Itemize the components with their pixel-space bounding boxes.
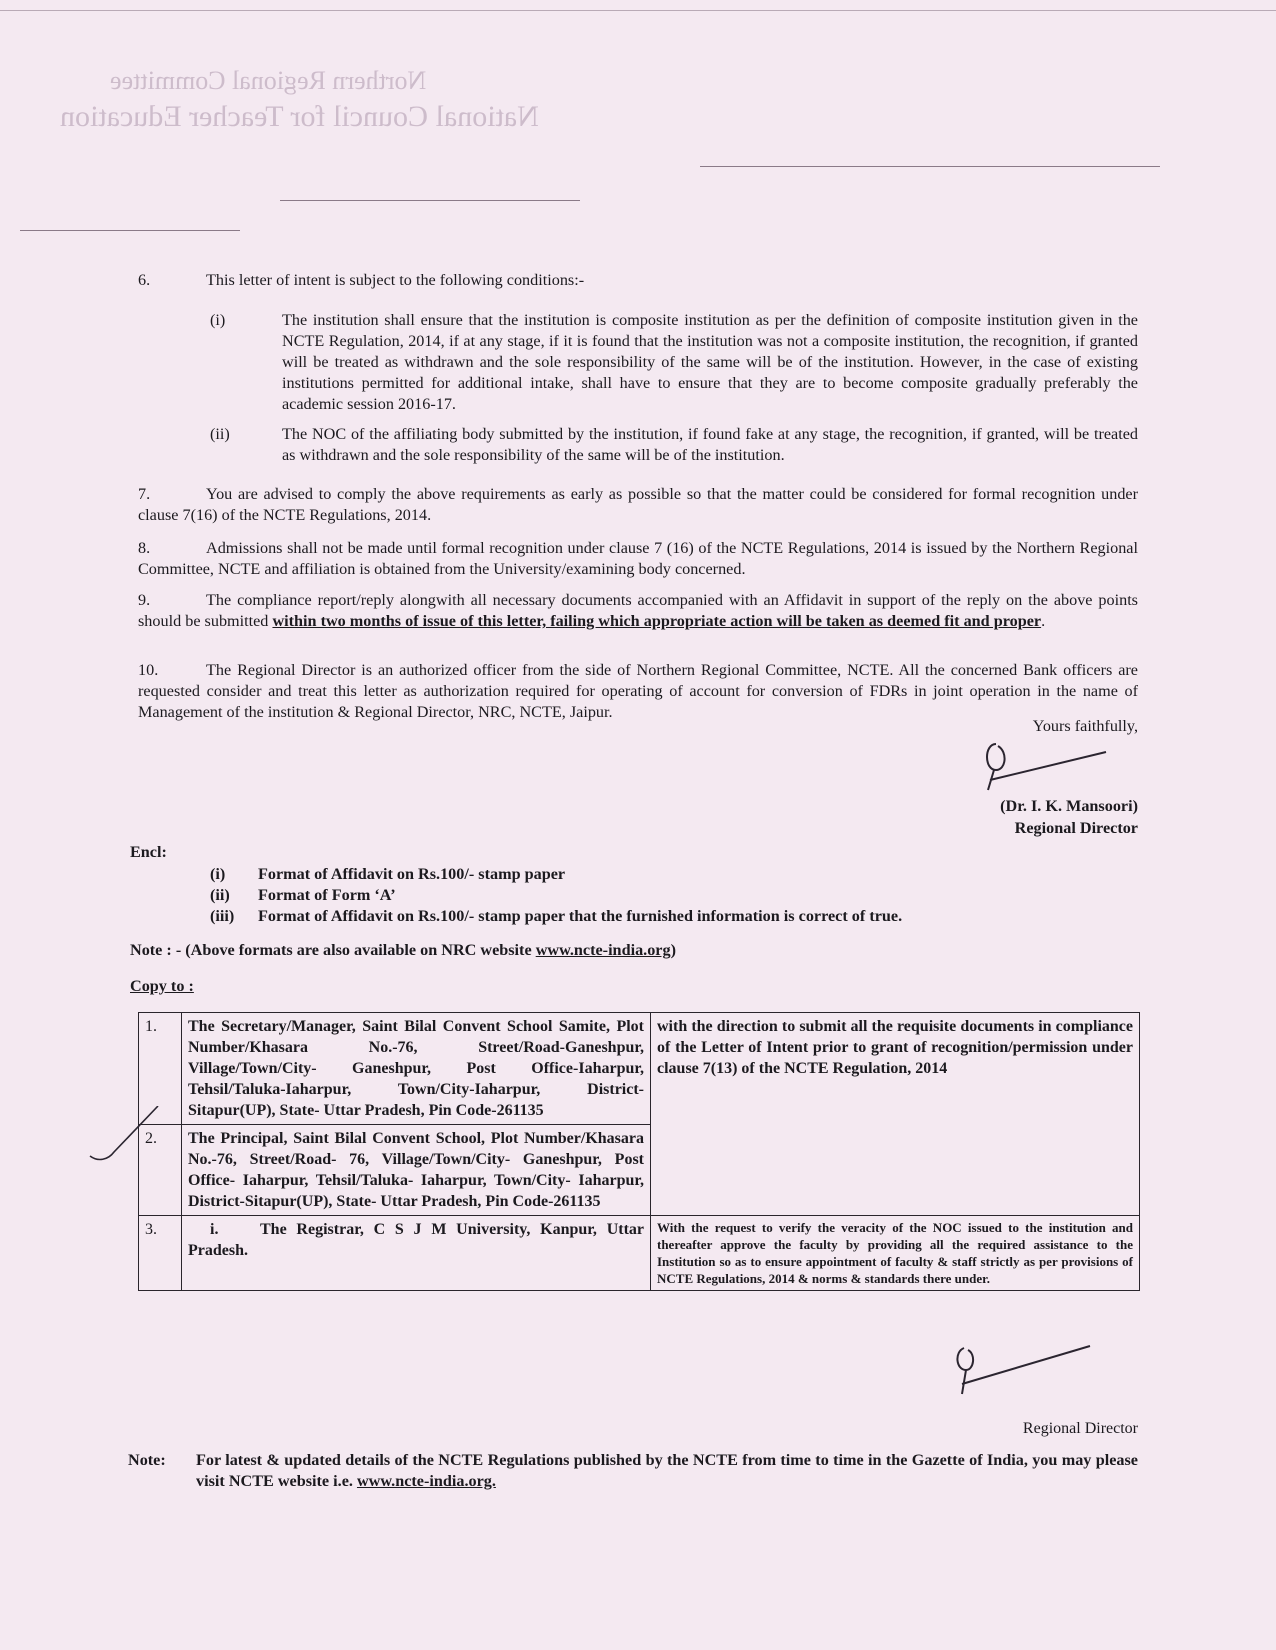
copy-to-label xyxy=(130,976,1130,997)
addressee-text: The Registrar, C S J M University, Kanpur, Uttar Pradesh. xyxy=(188,1221,644,1259)
note-body xyxy=(196,1450,1138,1492)
table-row xyxy=(139,1216,1140,1291)
enclosures-label: Encl: xyxy=(130,843,167,861)
paragraph-number: 10. xyxy=(138,661,159,679)
row-number: 1. xyxy=(139,1013,182,1125)
signatory-name: (Dr. I. K. Mansoori) xyxy=(1000,797,1138,815)
yours-faithfully: Yours faithfully, xyxy=(1032,717,1138,735)
paragraph-number: 8. xyxy=(138,539,151,557)
copy-to-text: Copy to : xyxy=(130,977,194,995)
enclosure-number: (iii) xyxy=(210,907,235,925)
condition-text: The NOC of the affiliating body submitted by the institution, if found fake at any stage, the recognition, if granted, will be treated as withdrawn and the sole responsibility of the same will be of the institution. xyxy=(282,425,1138,464)
enclosure-text: Format of Form ‘A’ xyxy=(258,886,396,904)
sub-number: i. xyxy=(210,1221,219,1238)
row-number: 3. xyxy=(139,1216,182,1291)
note-regulations xyxy=(128,1450,1138,1492)
paragraph-end: . xyxy=(1041,612,1046,630)
direction-cell: With the request to verify the veracity of the NOC issued to the institution and thereafter approve the faculty by providing all the required assistance to the Institution so as to ensure appointment of faculty & staff strictly as per provisions of NCTE Regulations, 2014 & norms & standards there under. xyxy=(651,1216,1140,1291)
enclosure-text: Format of Affidavit on Rs.100/- stamp paper xyxy=(258,865,566,883)
note-text: Note : - (Above formats are also available on NRC website xyxy=(130,941,536,959)
copy-to-table xyxy=(138,1012,1140,1291)
tick-mark xyxy=(88,1106,168,1186)
paragraph-text: You are advised to comply the above requirements as early as possible so that the matter could be considered for formal recognition under clause 7(16) of the NCTE Regulations, 2014. xyxy=(138,485,1138,524)
condition-number: (i) xyxy=(210,311,226,329)
paragraph-text: The Regional Director is an authorized officer from the side of Northern Regional Committee, NCTE. All the concerned Bank officers are requested consider and treat this letter as authorization required for operating of account for conversion of FDRs in joint operation in the name of Management of the institution & Regional Director, NRC, NCTE, Jaipur. xyxy=(138,661,1138,721)
faint-letterhead xyxy=(0,0,1276,230)
condition-ii xyxy=(210,424,1138,466)
addressee-cell: The Principal, Saint Bilal Convent School, Plot Number/Khasara No.-76, Street/Road- 76, Village/Town/City- Ganeshpur, Post Office- Iaharpur, Tehsil/Taluka- Iaharpur, Town/City- Iaharpur, District-Sitapur(UP), State- Uttar Pradesh, Pin Code-261135 xyxy=(182,1125,651,1216)
paragraph-text: Admissions shall not be made until formal recognition under clause 7 (16) of the NCTE Regulations, 2014 is issued by the Northern Regional Committee, NCTE and affiliation is obtained from the University/examining body concerned. xyxy=(138,539,1138,578)
direction-cell: with the direction to submit all the requisite documents in compliance of the Letter of Intent prior to grant of recognition/permission under clause 7(13) of the NCTE Regulation, 2014 xyxy=(651,1013,1140,1216)
signatory-designation: Regional Director xyxy=(1014,819,1138,837)
paragraph-9 xyxy=(138,590,1138,632)
paragraph-6 xyxy=(138,270,1138,291)
regional-director-label: Regional Director xyxy=(1022,1420,1138,1437)
addressee-cell xyxy=(182,1216,651,1291)
paragraph-text: This letter of intent is subject to the following conditions:- xyxy=(206,271,585,289)
paragraph-number: 7. xyxy=(138,485,151,503)
note-text: For latest & updated details of the NCTE Regulations published by the NCTE from time to time in the Gazette of India, you may please visit NCTE website i.e. xyxy=(196,1451,1138,1490)
paragraph-text: The compliance report/reply alongwith all necessary documents accompanied with an Affidavit in support of the reply on the above points should be submitted xyxy=(138,591,1138,630)
enclosure-item xyxy=(210,906,902,927)
signature-mark-2 xyxy=(950,1338,1100,1408)
condition-number: (ii) xyxy=(210,425,230,443)
enclosure-number: (ii) xyxy=(210,886,230,904)
paragraph-number: 6. xyxy=(138,271,151,289)
website-link[interactable]: www.ncte-india.org xyxy=(535,941,671,959)
paragraph-8 xyxy=(138,538,1138,580)
enclosure-text: Format of Affidavit on Rs.100/- stamp paper that the furnished information is correct of true. xyxy=(258,907,903,925)
addressee-cell: The Secretary/Manager, Saint Bilal Convent School Samite, Plot Number/Khasara No.-76, Street/Road-Ganeshpur, Village/Town/City- Ganeshpur, Post Office-Iaharpur, Tehsil/Taluka-Iaharpur, Town/City-Iaharpur, District- Sitapur(UP), State- Uttar Pradesh, Pin Code-261135 xyxy=(182,1013,651,1125)
enclosure-item xyxy=(210,885,396,906)
note-formats xyxy=(130,940,1130,961)
table-row xyxy=(139,1013,1140,1125)
paragraph-10 xyxy=(138,660,1138,723)
website-link[interactable]: www.ncte-india.org. xyxy=(356,1472,496,1490)
paragraph-7 xyxy=(138,484,1138,526)
row-number: 2. xyxy=(139,1125,182,1216)
paragraph-number: 9. xyxy=(138,591,151,609)
faint-header-line1: Northern Regional Committee xyxy=(110,66,427,95)
enclosure-number: (i) xyxy=(210,865,226,883)
condition-text: The institution shall ensure that the institution is composite institution as per the definition of composite institution given in the NCTE Regulation, 2014, if at any stage, if it is found that the institution was not a composite institution, the recognition, if granted will be treated as withdrawn and the sole responsibility of the same will be of the institution. However, in the case of existing institutions permitted for additional intake, shall have to ensure that they are to become composite gradually preferably the academic session 2016-17. xyxy=(282,311,1138,413)
deadline-underlined-text: within two months of issue of this letter, failing which appropriate action will be taken as deemed fit and proper xyxy=(272,612,1042,630)
note-end: ) xyxy=(670,941,676,959)
faint-header-line2: National Council for Teacher Education xyxy=(60,100,539,133)
enclosure-item xyxy=(210,864,565,885)
condition-i xyxy=(210,310,1138,415)
signature-mark xyxy=(966,730,1116,800)
note-label: Note: xyxy=(128,1451,166,1469)
